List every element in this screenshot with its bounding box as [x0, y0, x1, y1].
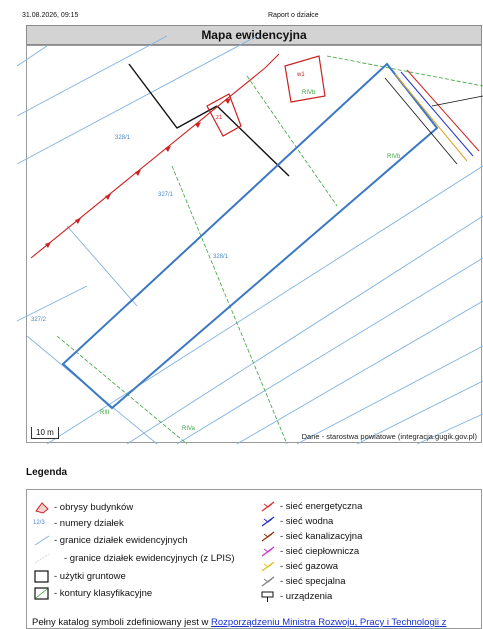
legend-item-special — [259, 575, 345, 588]
parcel-label-3: 328/1 — [213, 254, 229, 260]
energy-network-markers — [45, 98, 231, 248]
legend-label-special: - sieć specjalna — [280, 576, 346, 587]
cadastral-map[interactable] — [26, 45, 482, 443]
legend-label-water: - sieć wodna — [280, 516, 334, 527]
building-label-1: w1 — [297, 72, 305, 78]
legend-item-parcel-boundaries — [33, 534, 188, 547]
legend-label-parcel-boundaries: - granice działek ewidencyjnych — [54, 535, 188, 546]
scale-bar: 10 m — [31, 427, 59, 439]
legend-item-gas — [259, 560, 338, 573]
legend-label-parcel-numbers: - numery działek — [54, 518, 124, 529]
classification-contour-icon — [33, 587, 51, 600]
classification-label-2: RIVa — [182, 426, 195, 432]
parcel-number-icon: 12/3 — [33, 520, 45, 526]
building-outline-icon — [33, 501, 51, 514]
lpis-boundary-icon — [33, 552, 61, 565]
regulation-link[interactable]: Rozporządzeniu Ministra Rozwoju, Pracy i Technologii z — [211, 617, 447, 628]
legend-label-energy: - sieć energetyczna — [280, 501, 363, 512]
legend-item-energy — [259, 500, 362, 513]
footnote-text: Pełny katalog symboli zdefiniowany jest w — [32, 617, 212, 628]
energy-network — [31, 54, 279, 258]
legend-item-sewer — [259, 530, 362, 543]
buildings — [207, 56, 325, 136]
energy-network-icon — [259, 500, 277, 513]
legend-label-sewer: - sieć kanalizacyjna — [280, 531, 363, 542]
building-label-2: z1 — [216, 115, 223, 121]
legend-item-parcel-numbers — [33, 517, 124, 530]
legend-item-land-use — [33, 570, 126, 583]
legend-label-heating: - sieć ciepłownicza — [280, 546, 360, 557]
heating-network-icon — [259, 545, 277, 558]
map-title: Mapa ewidencyjna — [201, 28, 307, 42]
land-use-icon — [33, 570, 51, 583]
legend-label-gas: - sieć gazowa — [280, 561, 339, 572]
map-canvas — [27, 46, 483, 444]
classification-label-4: RIVb — [387, 154, 401, 160]
legend-item-heating — [259, 545, 359, 558]
classification-contours — [57, 56, 483, 444]
selected-parcel — [63, 64, 437, 408]
classification-label-1: RIII — [100, 410, 110, 416]
legend-label-classification: - kontury klasyfikacyjne — [54, 588, 153, 599]
legend-item-buildings — [33, 501, 133, 514]
legend-item-devices — [259, 590, 332, 603]
parcel-boundary-icon — [33, 534, 51, 547]
gas-network-icon — [259, 560, 277, 573]
legend-title: Legenda — [26, 467, 68, 478]
legend-label-devices: - urządzenia — [280, 591, 333, 602]
legend-label-land-use: - użytki gruntowe — [54, 571, 126, 582]
legend-item-water — [259, 515, 333, 528]
parcel-label-2: 327/1 — [158, 192, 174, 198]
legend-item-classification — [33, 587, 152, 600]
water-network-icon — [259, 515, 277, 528]
parcel-label-1: 328/1 — [115, 135, 131, 141]
report-datetime: 31.08.2026, 09:15 — [22, 12, 79, 19]
parcel-label-4: 327/2 — [31, 317, 47, 323]
sewer-network-icon — [259, 530, 277, 543]
legend-footnote — [32, 617, 446, 628]
device-icon — [259, 590, 277, 603]
special-network-icon — [259, 575, 277, 588]
legend-label-lpis-boundaries: - granice działek ewidencyjnych (z LPIS) — [64, 553, 235, 564]
map-title-bar — [26, 25, 482, 45]
report-title: Raport o działce — [268, 12, 319, 19]
utility-lines — [385, 70, 483, 164]
legend-item-lpis-boundaries — [33, 552, 235, 565]
map-attribution: Dane - starostwa powiatowe (integracja.gugik.gov.pl) — [301, 432, 477, 441]
legend-label-buildings: - obrysy budynków — [54, 502, 134, 513]
legend-box — [26, 489, 482, 629]
classification-label-3: RIVb — [302, 90, 316, 96]
